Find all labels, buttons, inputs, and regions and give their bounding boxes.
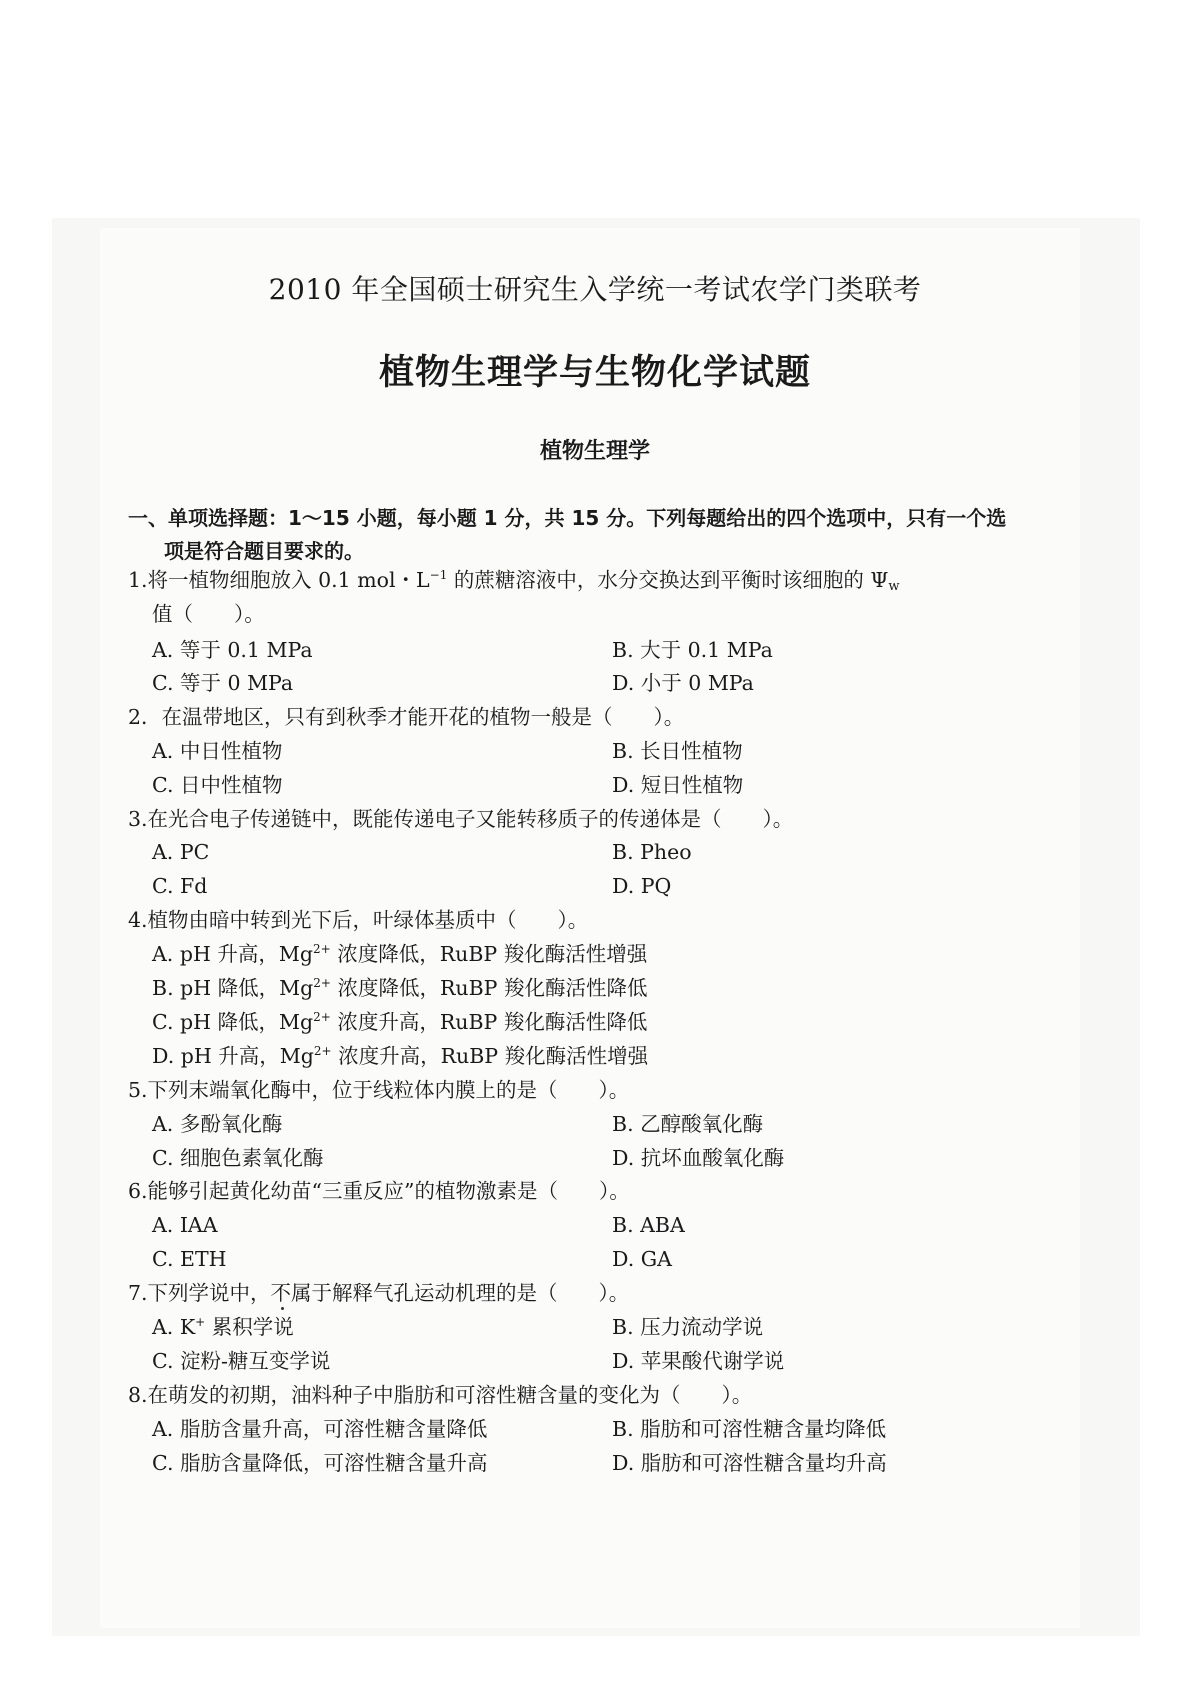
- question-4-option-d: D. pH 升高，$Mg^{2+}$ 浓度升高，RuBP 羧化酶活性增强: [152, 1044, 649, 1068]
- question-6-option-b: B. ABA: [612, 1213, 685, 1237]
- question-7-option-d: D. 苹果酸代谢学说: [612, 1349, 785, 1373]
- question-4-option-b: B. pH 降低，$Mg^{2+}$ 浓度降低，RuBP 羧化酶活性降低: [152, 976, 648, 1000]
- question-8-stem: 8.在萌发的初期，油料种子中脂肪和可溶性糖含量的变化为（ ）。: [128, 1383, 753, 1407]
- question-7-option-a: A. K+ 累积学说: [152, 1315, 294, 1339]
- question-1-stem-cont: 值（ ）。: [152, 602, 265, 626]
- question-8-option-c: C. 脂肪含量降低，可溶性糖含量升高: [152, 1451, 488, 1475]
- question-3-option-a: A. PC: [152, 840, 210, 864]
- question-3-option-d: D. PQ: [612, 874, 672, 898]
- question-7-stem: 7.下列学说中，不属于解释气孔运动机理的是（ ）。: [128, 1281, 630, 1305]
- question-8-option-d: D. 脂肪和可溶性糖含量均升高: [612, 1451, 887, 1475]
- question-2-option-a: A. 中日性植物: [152, 739, 283, 763]
- question-6-option-d: D. GA: [612, 1247, 672, 1271]
- question-4-option-a: A. pH 升高，$Mg^{2+}$ 浓度降低，RuBP 羧化酶活性增强: [152, 942, 648, 966]
- part-title: 植物生理学: [539, 439, 650, 464]
- question-7-option-b: B. 压力流动学说: [612, 1315, 764, 1339]
- question-5-option-c: C. 细胞色素氧化酶: [152, 1146, 324, 1170]
- question-6-option-c: C. ETH: [152, 1247, 227, 1271]
- emphasis-dot: [281, 1307, 284, 1310]
- question-1-option-d: D. 小于 0 MPa: [612, 671, 754, 695]
- question-6-option-a: A. IAA: [152, 1213, 218, 1237]
- question-2-option-d: D. 短日性植物: [612, 773, 744, 797]
- question-4-stem: 4.植物由暗中转到光下后，叶绿体基质中（ ）。: [128, 908, 589, 932]
- question-2-option-c: C. 日中性植物: [152, 773, 283, 797]
- question-1-option-b: B. 大于 0.1 MPa: [612, 638, 773, 662]
- question-8-option-a: A. 脂肪含量升高，可溶性糖含量降低: [152, 1417, 488, 1441]
- question-4-option-c: C. pH 降低，$Mg^{2+}$ 浓度升高，RuBP 羧化酶活性降低: [152, 1010, 648, 1034]
- question-7-option-c: C. 淀粉-糖互变学说: [152, 1349, 331, 1373]
- question-5-option-a: A. 多酚氧化酶: [152, 1112, 283, 1136]
- question-3-stem: 3.在光合电子传递链中，既能传递电子又能转移质子的传递体是（ ）。: [128, 807, 794, 831]
- question-5-option-d: D. 抗坏血酸氧化酶: [612, 1146, 785, 1170]
- section-line-2: 项是符合题目要求的。: [164, 539, 364, 563]
- question-1-option-c: C. 等于 0 MPa: [152, 671, 294, 695]
- question-3-option-b: B. Pheo: [612, 840, 692, 864]
- exam-title: 2010 年全国硕士研究生入学统一考试农学门类联考: [268, 273, 922, 306]
- question-1-option-a: A. 等于 0.1 MPa: [152, 638, 313, 662]
- question-3-option-c: C. Fd: [152, 874, 208, 898]
- question-1-stem: 1.将一植物细胞放入 0.1 mol・$L^{-1}$ 的蔗糖溶液中，水分交换达到平衡时该细胞的 $\Psi_w$: [128, 568, 900, 594]
- section-instructions: [128, 502, 1048, 568]
- paper-title: 植物生理学与生物化学试题: [378, 353, 811, 393]
- question-5-option-b: B. 乙醇酸氧化酶: [612, 1112, 764, 1136]
- question-8-option-b: B. 脂肪和可溶性糖含量均降低: [612, 1417, 887, 1441]
- question-2-stem: 2．在温带地区，只有到秋季才能开花的植物一般是（ ）。: [128, 705, 685, 729]
- question-2-option-b: B. 长日性植物: [612, 739, 743, 763]
- question-5-stem: 5.下列末端氧化酶中，位于线粒体内膜上的是（ ）。: [128, 1078, 630, 1102]
- section-line-1: 一、单项选择题：1～15 小题，每小题 1 分，共 15 分。下列每题给出的四个选项中，只有一个选: [128, 506, 1007, 530]
- question-6-stem: 6.能够引起黄化幼苗“三重反应”的植物激素是（ ）。: [128, 1179, 630, 1203]
